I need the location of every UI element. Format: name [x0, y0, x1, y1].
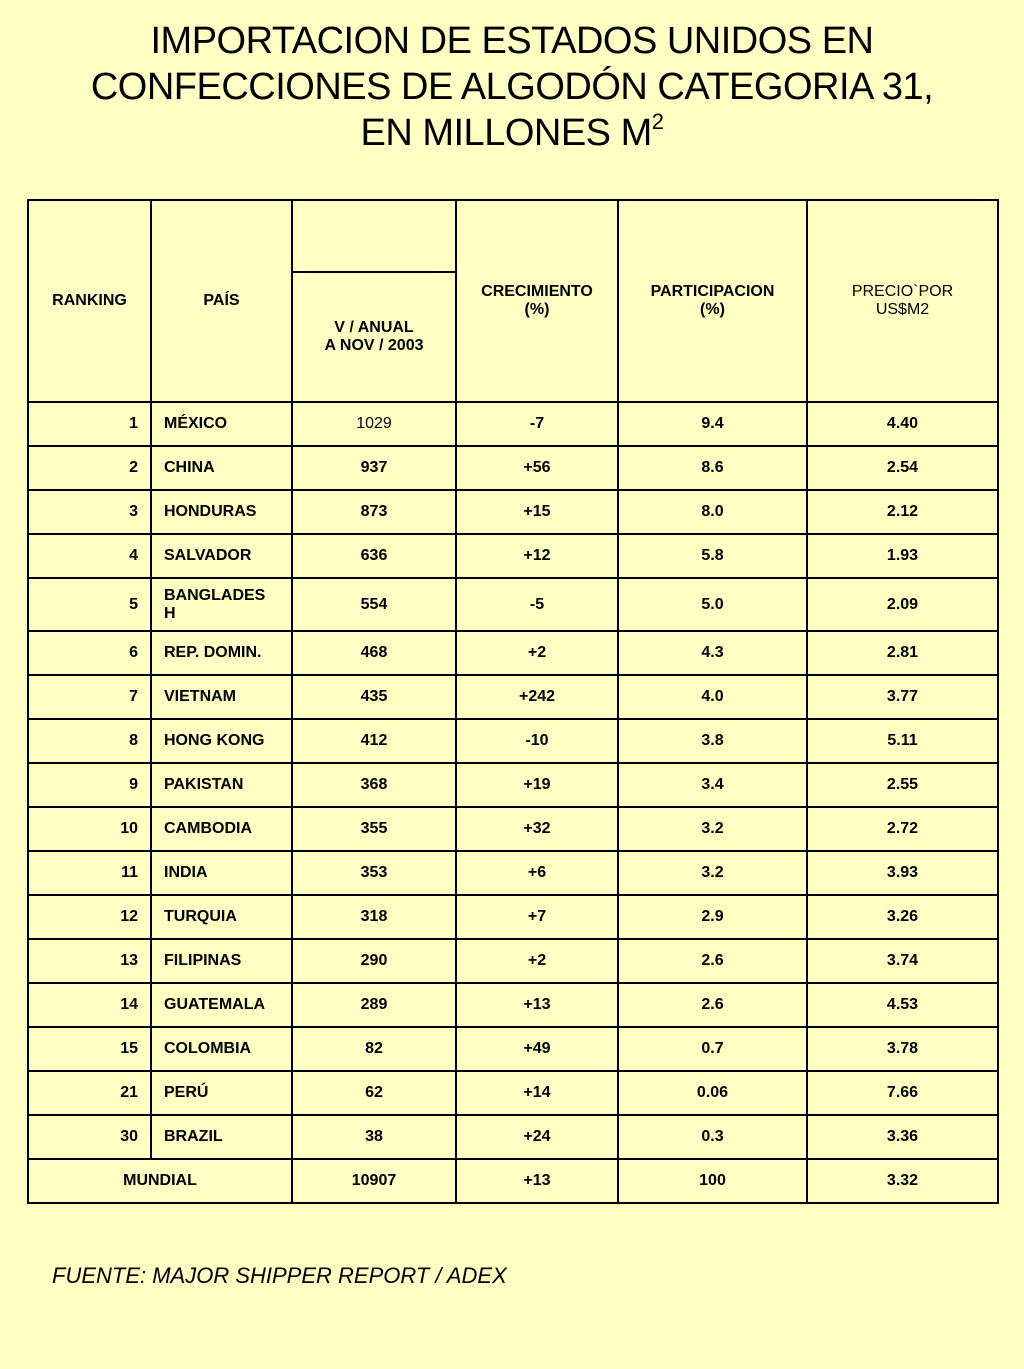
total-growth: +13: [456, 1159, 618, 1203]
imports-table: [27, 199, 999, 1204]
header-precio-line2: US$M2: [875, 301, 930, 318]
price-cell: 2.09: [807, 578, 998, 631]
growth-cell: +49: [456, 1027, 618, 1071]
growth-cell: -5: [456, 578, 618, 631]
rank-cell: 4: [28, 534, 151, 578]
rank-cell: 1: [28, 402, 151, 446]
price-cell: 3.78: [807, 1027, 998, 1071]
price-cell: 3.74: [807, 939, 998, 983]
total-share: 100: [618, 1159, 807, 1203]
header-crecimiento-line1: CRECIMIENTO: [481, 283, 593, 300]
rank-cell: 5: [28, 578, 151, 631]
value-cell: 468: [292, 631, 456, 675]
share-cell: 0.7: [618, 1027, 807, 1071]
country-cell: SALVADOR: [151, 534, 292, 578]
growth-cell: +242: [456, 675, 618, 719]
growth-cell: +19: [456, 763, 618, 807]
rank-cell: 11: [28, 851, 151, 895]
price-cell: 3.26: [807, 895, 998, 939]
table-row: [28, 446, 998, 490]
rank-cell: 8: [28, 719, 151, 763]
table-row: [28, 631, 998, 675]
rank-cell: 10: [28, 807, 151, 851]
table-row: [28, 851, 998, 895]
price-cell: 2.12: [807, 490, 998, 534]
title-line-3-text: EN MILLONES M: [360, 112, 652, 154]
growth-cell: +56: [456, 446, 618, 490]
country-cell: COLOMBIA: [151, 1027, 292, 1071]
value-cell: 82: [292, 1027, 456, 1071]
header-precio-line1: PRECIO`POR: [851, 283, 954, 300]
country-cell: TURQUIA: [151, 895, 292, 939]
growth-cell: +12: [456, 534, 618, 578]
country-cell: INDIA: [151, 851, 292, 895]
total-label: MUNDIAL: [28, 1159, 292, 1203]
price-cell: 3.77: [807, 675, 998, 719]
rank-cell: 6: [28, 631, 151, 675]
total-value: 10907: [292, 1159, 456, 1203]
rank-cell: 13: [28, 939, 151, 983]
growth-cell: +32: [456, 807, 618, 851]
country-cell: FILIPINAS: [151, 939, 292, 983]
rank-cell: 2: [28, 446, 151, 490]
share-cell: 5.8: [618, 534, 807, 578]
price-cell: 2.72: [807, 807, 998, 851]
country-cell: REP. DOMIN.: [151, 631, 292, 675]
price-cell: 7.66: [807, 1071, 998, 1115]
table-row: [28, 534, 998, 578]
value-cell: 355: [292, 807, 456, 851]
table-row: [28, 807, 998, 851]
table-row: [28, 939, 998, 983]
share-cell: 3.8: [618, 719, 807, 763]
share-cell: 5.0: [618, 578, 807, 631]
header-ranking: RANKING: [28, 200, 151, 402]
total-price: 3.32: [807, 1159, 998, 1203]
rank-cell: 12: [28, 895, 151, 939]
rank-cell: 15: [28, 1027, 151, 1071]
growth-cell: -10: [456, 719, 618, 763]
growth-cell: +2: [456, 631, 618, 675]
country-cell: PERÚ: [151, 1071, 292, 1115]
table-row: [28, 895, 998, 939]
growth-cell: +13: [456, 983, 618, 1027]
rank-cell: 30: [28, 1115, 151, 1159]
growth-cell: -7: [456, 402, 618, 446]
country-cell: PAKISTAN: [151, 763, 292, 807]
country-cell: HONDURAS: [151, 490, 292, 534]
rank-cell: 14: [28, 983, 151, 1027]
growth-cell: +7: [456, 895, 618, 939]
table-row: [28, 1027, 998, 1071]
value-cell: 318: [292, 895, 456, 939]
country-cell: BANGLADES H: [151, 578, 292, 631]
country-cell: GUATEMALA: [151, 983, 292, 1027]
value-cell: 1029: [292, 402, 456, 446]
title-line-2: CONFECCIONES DE ALGODÓN CATEGORIA 31,: [90, 66, 934, 108]
table-row: [28, 402, 998, 446]
price-cell: 2.54: [807, 446, 998, 490]
share-cell: 4.3: [618, 631, 807, 675]
header-crecimiento: [456, 200, 618, 402]
price-cell: 3.93: [807, 851, 998, 895]
header-pais: PAÍS: [151, 200, 292, 402]
header-blank: [292, 200, 456, 272]
header-participacion-line1: PARTICIPACION: [650, 283, 775, 300]
share-cell: 8.6: [618, 446, 807, 490]
country-cell: CHINA: [151, 446, 292, 490]
country-cell: MÉXICO: [151, 402, 292, 446]
table-row: [28, 675, 998, 719]
share-cell: 0.06: [618, 1071, 807, 1115]
share-cell: 2.6: [618, 983, 807, 1027]
share-cell: 9.4: [618, 402, 807, 446]
table-row: [28, 719, 998, 763]
rank-cell: 9: [28, 763, 151, 807]
table-row: [28, 983, 998, 1027]
header-v-anual-line2: A NOV / 2003: [324, 337, 424, 354]
share-cell: 2.6: [618, 939, 807, 983]
growth-cell: +15: [456, 490, 618, 534]
price-cell: 4.40: [807, 402, 998, 446]
price-cell: 2.55: [807, 763, 998, 807]
share-cell: 3.2: [618, 851, 807, 895]
value-cell: 368: [292, 763, 456, 807]
value-cell: 62: [292, 1071, 456, 1115]
country-cell: CAMBODIA: [151, 807, 292, 851]
value-cell: 636: [292, 534, 456, 578]
country-cell: VIETNAM: [151, 675, 292, 719]
rank-cell: 7: [28, 675, 151, 719]
header-precio: [807, 200, 998, 402]
header-v-anual: [292, 272, 456, 402]
share-cell: 3.2: [618, 807, 807, 851]
growth-cell: +2: [456, 939, 618, 983]
value-cell: 289: [292, 983, 456, 1027]
price-cell: 5.11: [807, 719, 998, 763]
share-cell: 2.9: [618, 895, 807, 939]
table-row: [28, 1115, 998, 1159]
value-cell: 554: [292, 578, 456, 631]
header-participacion-line2: (%): [700, 301, 725, 318]
share-cell: 0.3: [618, 1115, 807, 1159]
rank-cell: 3: [28, 490, 151, 534]
value-cell: 435: [292, 675, 456, 719]
title-line-1: IMPORTACION DE ESTADOS UNIDOS EN: [150, 20, 874, 62]
country-cell: HONG KONG: [151, 719, 292, 763]
header-crecimiento-line2: (%): [524, 301, 550, 318]
rank-cell: 21: [28, 1071, 151, 1115]
price-cell: 4.53: [807, 983, 998, 1027]
value-cell: 38: [292, 1115, 456, 1159]
price-cell: 2.81: [807, 631, 998, 675]
share-cell: 8.0: [618, 490, 807, 534]
header-participacion: [618, 200, 807, 402]
share-cell: 3.4: [618, 763, 807, 807]
value-cell: 873: [292, 490, 456, 534]
page-title: [0, 18, 1024, 156]
header-v-anual-line1: V / ANUAL: [334, 319, 414, 336]
value-cell: 353: [292, 851, 456, 895]
growth-cell: +6: [456, 851, 618, 895]
value-cell: 937: [292, 446, 456, 490]
value-cell: 290: [292, 939, 456, 983]
growth-cell: +14: [456, 1071, 618, 1115]
share-cell: 4.0: [618, 675, 807, 719]
table-row: [28, 763, 998, 807]
title-superscript: 2: [651, 109, 664, 134]
total-row: [28, 1159, 998, 1203]
table-row: [28, 1071, 998, 1115]
source-footnote: FUENTE: MAJOR SHIPPER REPORT / ADEX: [52, 1263, 507, 1288]
price-cell: 1.93: [807, 534, 998, 578]
growth-cell: +24: [456, 1115, 618, 1159]
table-row: [28, 578, 998, 631]
value-cell: 412: [292, 719, 456, 763]
table-row: [28, 490, 998, 534]
country-cell: BRAZIL: [151, 1115, 292, 1159]
title-line-3: [0, 110, 1024, 156]
price-cell: 3.36: [807, 1115, 998, 1159]
